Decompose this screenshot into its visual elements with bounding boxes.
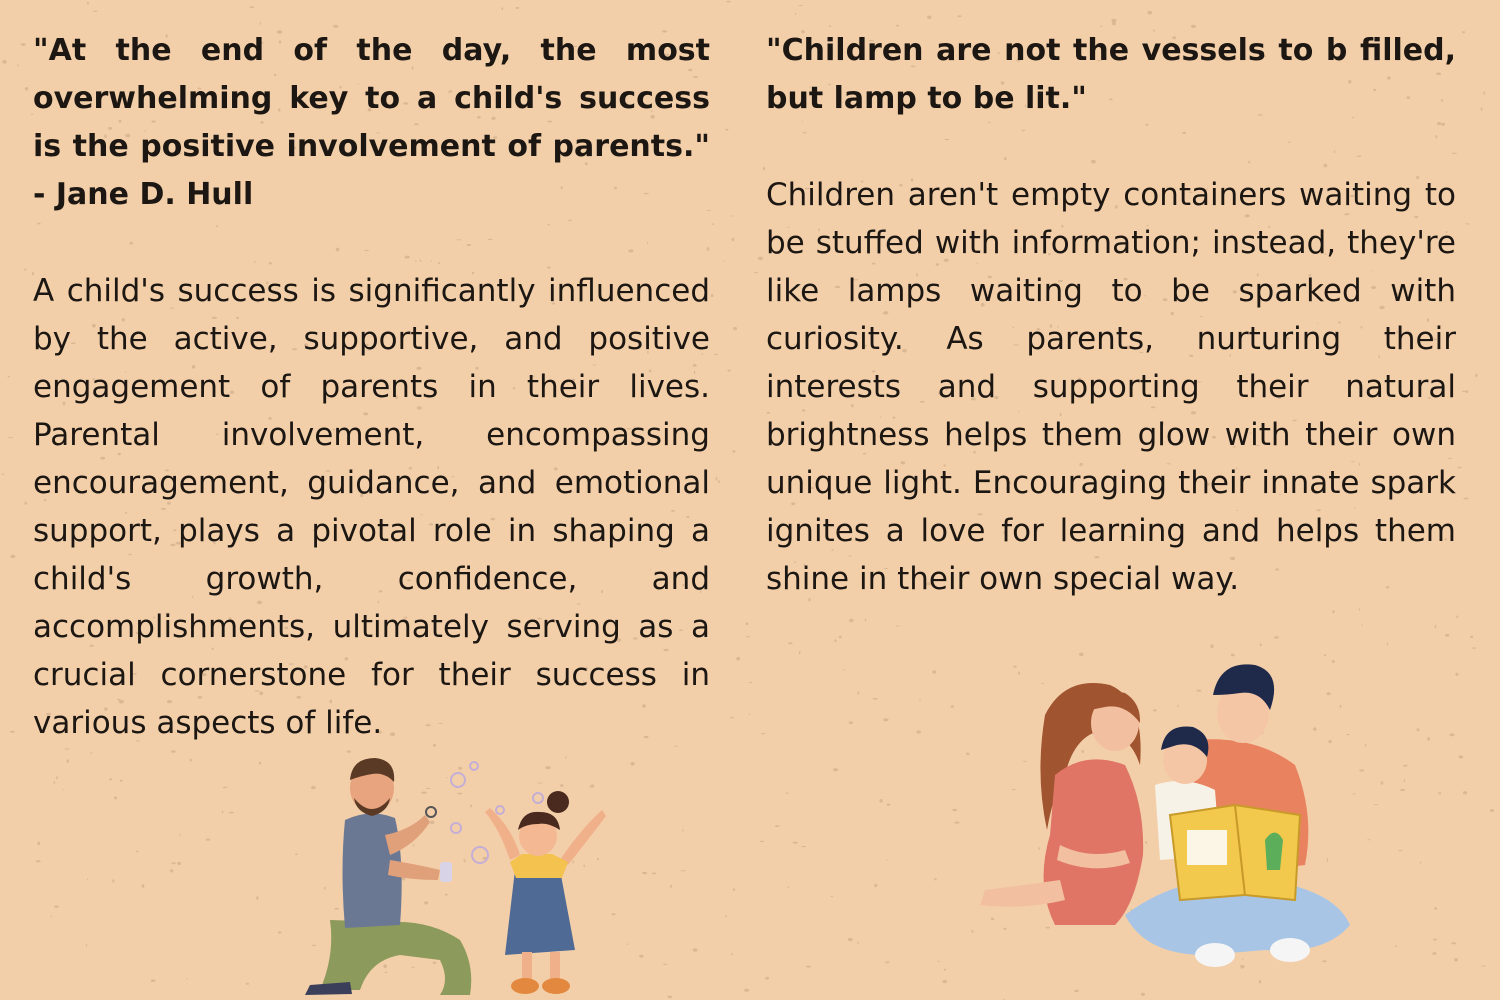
- speckle: [887, 804, 891, 806]
- father-daughter-bubbles-illustration: [290, 750, 630, 1000]
- speckle: [785, 793, 789, 794]
- father-figure: [305, 758, 471, 995]
- speckle: [788, 642, 793, 644]
- speckle: [1456, 615, 1458, 618]
- speckle: [652, 873, 657, 875]
- speckle: [278, 931, 282, 933]
- speckle: [1475, 374, 1477, 378]
- left-column: [33, 27, 710, 747]
- speckle: [731, 953, 733, 955]
- speckle: [1400, 789, 1405, 791]
- speckle: [179, 834, 181, 836]
- speckle: [736, 657, 740, 661]
- speckle: [670, 885, 672, 888]
- speckle: [222, 811, 224, 814]
- speckle: [1074, 990, 1079, 992]
- speckle: [958, 15, 962, 17]
- speckle: [1387, 642, 1388, 645]
- speckle: [954, 822, 959, 824]
- speckle: [761, 733, 766, 734]
- speckle: [787, 887, 789, 888]
- speckle: [754, 272, 758, 273]
- speckle: [951, 705, 954, 708]
- speckle: [36, 860, 41, 862]
- speckle: [86, 944, 87, 946]
- speckle: [944, 969, 946, 971]
- speckle: [1438, 792, 1441, 794]
- speckle: [93, 11, 97, 12]
- speckle: [87, 2, 89, 5]
- speckle: [885, 961, 889, 963]
- speckle: [723, 260, 724, 262]
- speckle: [151, 979, 156, 982]
- speckle: [171, 750, 176, 753]
- speckle: [733, 327, 737, 330]
- speckle: [727, 370, 730, 372]
- speckle: [865, 618, 867, 621]
- speckle: [1111, 19, 1116, 23]
- speckle: [1417, 728, 1420, 731]
- speckle: [1435, 625, 1437, 628]
- speckle: [1274, 636, 1279, 638]
- speckle: [1381, 781, 1384, 785]
- speckle: [775, 825, 780, 827]
- speckle: [725, 129, 728, 131]
- speckle: [54, 906, 59, 908]
- speckle: [501, 7, 503, 10]
- speckle: [1434, 907, 1437, 910]
- speckle: [25, 501, 28, 504]
- family-reading-book-illustration: [965, 655, 1365, 975]
- speckle: [1404, 779, 1405, 782]
- speckle: [725, 915, 726, 918]
- speckle: [1210, 644, 1213, 648]
- speckle: [1367, 839, 1371, 840]
- speckle: [37, 842, 40, 845]
- speckle: [916, 730, 921, 733]
- speckle: [1451, 942, 1456, 944]
- speckle: [250, 6, 255, 8]
- speckle: [1361, 625, 1362, 627]
- speckle: [749, 682, 753, 683]
- speckle: [642, 872, 647, 874]
- speckle: [17, 64, 19, 67]
- speckle: [1432, 952, 1436, 955]
- speckle: [746, 636, 750, 637]
- speckle: [171, 862, 175, 864]
- speckle: [1403, 765, 1408, 767]
- speckle: [874, 884, 877, 887]
- speckle: [1455, 673, 1458, 676]
- speckle: [1481, 966, 1486, 967]
- right-column: [766, 27, 1456, 603]
- speckle: [932, 670, 936, 674]
- speckle: [802, 846, 806, 847]
- speckle: [758, 257, 763, 261]
- speckle: [1359, 608, 1360, 611]
- speckle: [259, 762, 261, 765]
- speckle: [732, 450, 735, 453]
- speckle: [718, 480, 720, 483]
- speckle: [114, 796, 117, 799]
- speckle: [942, 980, 947, 983]
- speckle: [798, 5, 803, 6]
- speckle: [1462, 31, 1465, 33]
- speckle: [515, 7, 519, 9]
- right-quote: "Children are not the vessels to b filled, but lamp to be lit.": [766, 33, 1456, 116]
- speckle: [1445, 634, 1449, 637]
- speckle: [1454, 958, 1458, 962]
- speckle: [7, 376, 10, 377]
- speckle: [896, 625, 900, 626]
- right-body-text: Children aren't empty containers waiting to be stuffed with information; instead, they're like lamps waiting to be sparked with curiosity. As parents, nurturing their interests and supporting their natural brightness helps them glow with their own unique light. Encouraging their innate spark ignites a love for learning and helps them shine in their own special way.: [766, 177, 1456, 597]
- speckle: [246, 983, 249, 985]
- speckle: [56, 776, 58, 779]
- speckle: [731, 216, 734, 217]
- speckle: [732, 238, 735, 241]
- speckle: [667, 996, 672, 999]
- speckle: [25, 87, 29, 90]
- speckle: [849, 619, 853, 623]
- speckle: [256, 896, 258, 900]
- speckle: [1463, 498, 1469, 500]
- speckle: [833, 768, 839, 771]
- speckle: [260, 22, 261, 25]
- speckle: [1459, 755, 1464, 758]
- speckle: [849, 721, 853, 724]
- speckle: [746, 622, 749, 625]
- speckle: [760, 841, 764, 842]
- speckle: [177, 862, 181, 865]
- speckle: [712, 223, 714, 225]
- speckle: [858, 691, 860, 695]
- speckle: [64, 748, 69, 749]
- speckle: [693, 948, 698, 952]
- speckle: [10, 731, 15, 733]
- speckle: [733, 888, 735, 891]
- speckle: [1490, 809, 1494, 812]
- speckle: [87, 878, 88, 880]
- speckle: [834, 639, 836, 642]
- speckle: [934, 878, 937, 880]
- speckle: [1332, 610, 1334, 613]
- speckle: [937, 961, 939, 962]
- speckle: [726, 1, 730, 3]
- speckle: [682, 829, 684, 831]
- speckle: [716, 477, 718, 480]
- speckle: [872, 698, 877, 700]
- book-icon: [1170, 805, 1300, 900]
- speckle: [90, 752, 92, 754]
- speckle: [1470, 636, 1473, 638]
- speckle: [806, 966, 811, 968]
- speckle: [793, 842, 798, 844]
- speckle: [2, 60, 6, 64]
- speckle: [765, 977, 769, 980]
- speckle: [1420, 862, 1421, 864]
- speckle: [10, 555, 15, 558]
- speckle: [223, 787, 228, 788]
- speckle: [54, 781, 56, 784]
- speckle: [680, 870, 685, 871]
- speckle: [663, 964, 668, 965]
- speckle: [749, 714, 750, 716]
- speckle: [1472, 647, 1476, 648]
- speckle: [744, 989, 749, 992]
- speckle: [51, 916, 53, 918]
- speckle: [879, 799, 882, 803]
- speckle: [831, 896, 833, 898]
- speckle: [170, 869, 173, 872]
- speckle: [1484, 92, 1486, 95]
- speckle: [1481, 108, 1483, 111]
- speckle: [21, 43, 26, 46]
- speckle: [190, 759, 193, 762]
- speckle: [630, 762, 634, 766]
- speckle: [1147, 11, 1152, 15]
- speckle: [1374, 804, 1378, 805]
- speckle: [952, 809, 957, 811]
- left-body-text: A child's success is significantly influenced by the active, supportive, and positive engagement of parents in their lives. Parental involvement, encompassing encouragement, guidance, and emotional support, plays a pivotal role in shaping a child's growth, confidence, and accomplishments, ultimately serving as a crucial cornerstone for their success in various aspects of life.: [33, 273, 710, 741]
- speckle: [1463, 791, 1467, 794]
- speckle: [1259, 980, 1261, 983]
- speckle: [136, 851, 139, 853]
- speckle: [24, 269, 27, 271]
- speckle: [1427, 737, 1430, 741]
- speckle: [1, 474, 4, 475]
- speckle: [229, 812, 235, 814]
- speckle: [711, 294, 714, 297]
- speckle: [120, 780, 123, 782]
- speckle: [1398, 850, 1402, 851]
- speckle: [795, 13, 796, 15]
- speckle: [799, 651, 801, 655]
- speckle: [639, 955, 644, 958]
- speckle: [1466, 223, 1470, 224]
- speckle: [919, 698, 920, 701]
- speckle: [886, 859, 889, 860]
- speckle: [730, 717, 734, 718]
- speckle: [1112, 22, 1116, 25]
- speckle: [848, 938, 853, 941]
- speckle: [67, 759, 69, 763]
- speckle: [843, 669, 846, 670]
- speckle: [8, 437, 13, 438]
- speckle: [206, 839, 211, 841]
- speckle: [1260, 643, 1262, 646]
- speckle: [1433, 939, 1437, 941]
- speckle: [858, 941, 859, 944]
- speckle: [714, 354, 718, 355]
- speckle: [1462, 391, 1467, 392]
- mother-figure: [980, 683, 1143, 925]
- speckle: [1449, 733, 1454, 736]
- speckle: [839, 636, 842, 639]
- speckle: [883, 718, 889, 721]
- daughter-figure: [485, 791, 606, 994]
- speckle: [142, 884, 145, 888]
- speckle: [927, 15, 931, 19]
- speckle: [109, 778, 112, 780]
- speckle: [112, 879, 114, 882]
- speckle: [63, 789, 65, 790]
- speckle: [186, 978, 188, 979]
- speckle: [763, 167, 765, 171]
- speckle: [1457, 467, 1462, 469]
- speckle: [1365, 744, 1366, 747]
- speckle: [1141, 993, 1145, 996]
- speckle: [1395, 945, 1397, 947]
- left-quote: "At the end of the day, the most overwhelming key to a child's success is the positive involvement of parents." - Jane D. Hull: [33, 33, 710, 212]
